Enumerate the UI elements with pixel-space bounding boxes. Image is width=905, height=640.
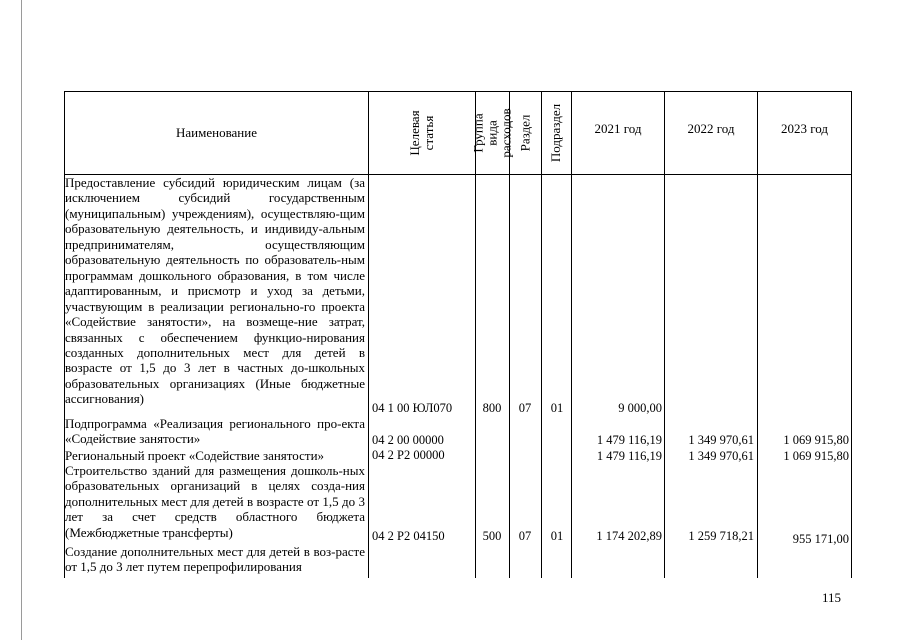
row-subsection: 01 [550, 401, 564, 415]
page-margin-line [21, 0, 22, 640]
row-2023: 1 069 915,80 [783, 433, 849, 447]
col-border [851, 91, 852, 578]
row-group: 800 [482, 401, 502, 415]
header-name: Наименование [176, 125, 257, 140]
header-expense-group: Группа вида расходов [470, 108, 514, 158]
header-target-article: Целевая статья [407, 110, 436, 156]
row-code: 04 1 00 ЮЛ070 [372, 401, 453, 415]
row-2021: 1 174 202,89 [596, 529, 662, 543]
row-name: Предоставление субсидий юридическим лицам (за исключением субсидий государственным (муниципальным) учреждениям), осуществляю-щим образовательную деятельность, и индивиду-альным предпринимателям, осуществляющим образовательную деятельность по образователь-ным программам дошкольного образования, в том числе адаптированным, и присмотр и уход за детьми, участвующим в реализации регионально-го проекта «Содействие занятости», на возмеще-ние затрат, связанных с обеспечением функцио-нирования созданных дополнительных мест для детей в возрасте от 1,5 до 3 лет в частных до-школьных образовательных организациях (Иные бюджетные ассигнования) [65, 175, 365, 407]
row-subsection: 01 [550, 529, 564, 543]
row-2022: 1 349 970,61 [688, 449, 754, 463]
row-2023: 1 069 915,80 [783, 449, 849, 463]
row-name: Региональный проект «Содействие занятости» [65, 448, 325, 463]
budget-table [64, 91, 852, 578]
header-2023: 2023 год [781, 121, 828, 136]
header-2022: 2022 год [687, 121, 735, 136]
header-2021: 2021 год [594, 121, 642, 136]
row-section: 07 [518, 401, 532, 415]
header-section: Раздел [517, 114, 533, 152]
row-2021: 9 000,00 [618, 401, 662, 415]
row-code: 04 2 00 00000 [372, 433, 444, 447]
page-number: 115 [822, 590, 842, 605]
row-2021: 1 479 116,19 [596, 433, 662, 447]
row-code: 04 2 P2 00000 [372, 448, 445, 462]
row-2021: 1 479 116,19 [596, 449, 662, 463]
row-name: Создание дополнительных мест для детей в воз-расте от 1,5 до 3 лет путем перепрофилирования [65, 544, 365, 575]
row-2022: 1 259 718,21 [688, 529, 754, 543]
row-section: 07 [518, 529, 532, 543]
row-name: Строительство зданий для размещения дошколь-ных образовательных организаций в целях созда-ния дополнительных мест для детей в возрасте от 1,5 до 3 лет за счет средств областного бюджета (Межбюджетные трансферты) [65, 463, 365, 540]
row-group: 500 [482, 529, 502, 543]
row-2023: 955 171,00 [792, 532, 849, 546]
header-subsection: Подраздел [548, 103, 564, 163]
row-name: Подпрограмма «Реализация регионального про-екта «Содействие занятости» [65, 416, 365, 447]
row-2022: 1 349 970,61 [688, 433, 754, 447]
row-code: 04 2 P2 04150 [372, 529, 445, 543]
